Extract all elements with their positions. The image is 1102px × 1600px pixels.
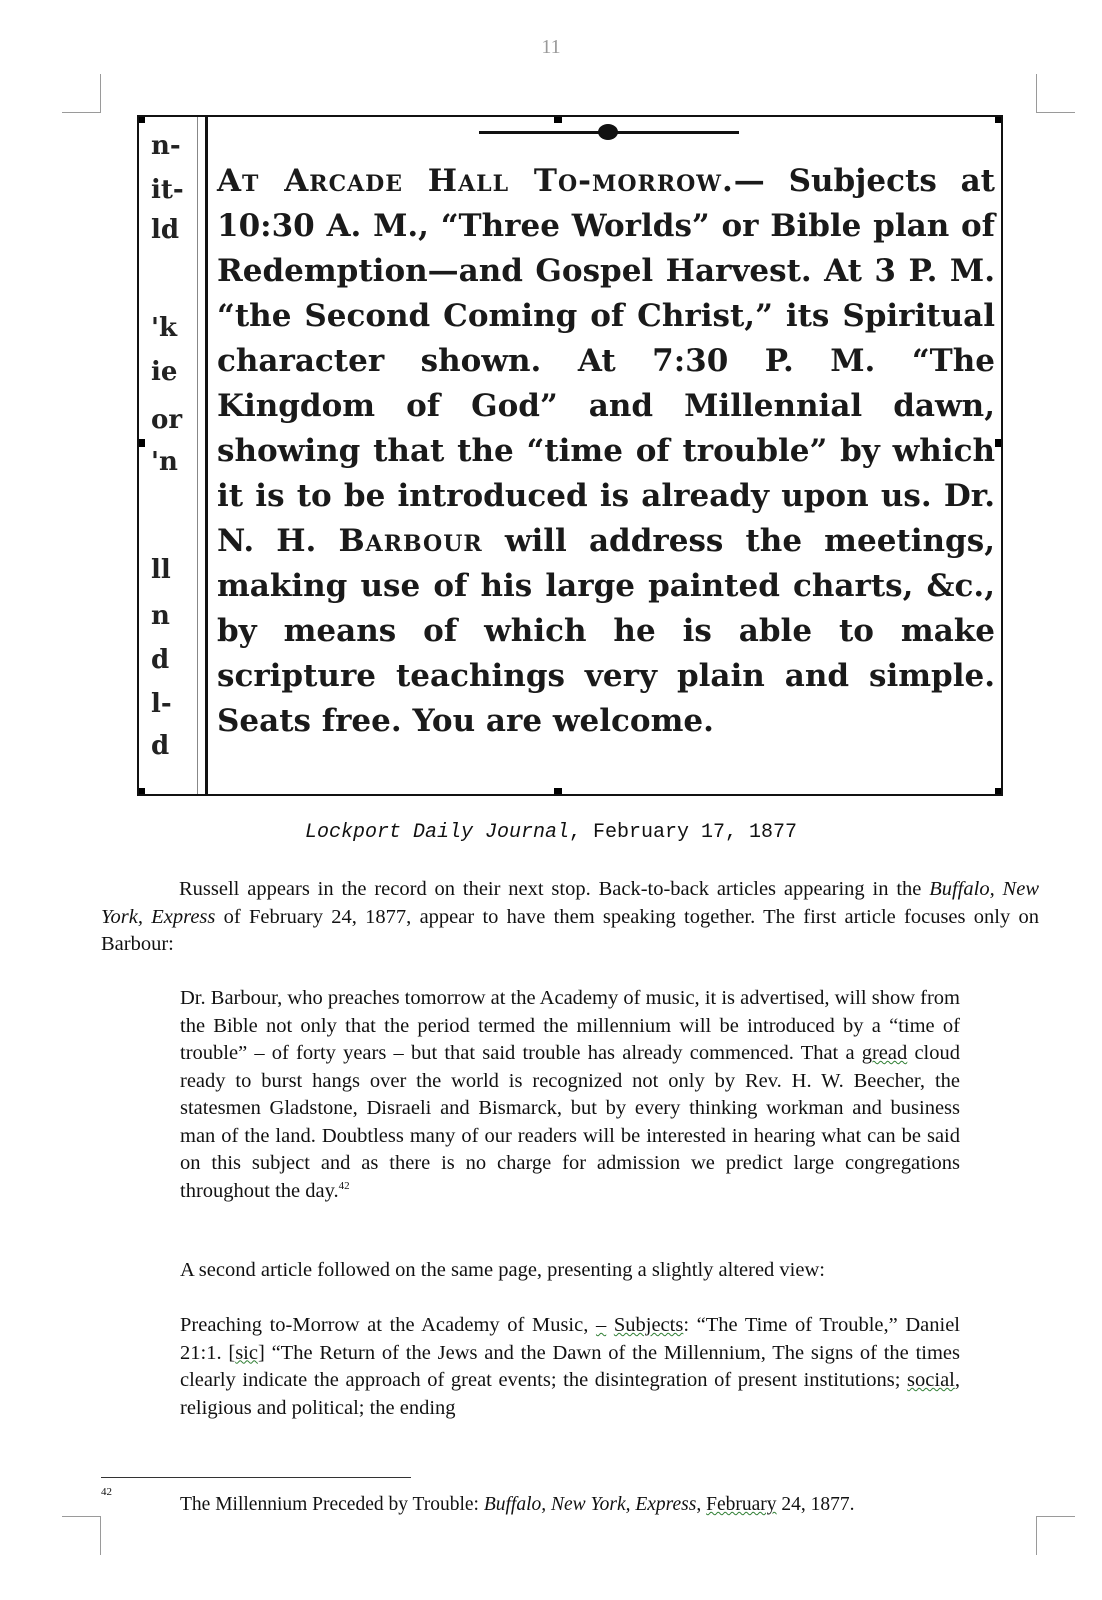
margin-fragment: or bbox=[151, 405, 183, 435]
clipping-body: — Subjects at 10:30 A. M., “Three Worlds” or Bible plan of Redemption—and Gospel Harvest. At 3 P. M. “the Second Coming of Christ,” its Spiritual character shown. At 7:30 P. M. “The Kingdom of God” and Millennial dawn, showing that the “time of trouble” by which it is to be introduced is already upon us. bbox=[217, 163, 995, 514]
margin-fragment: 'n bbox=[151, 447, 178, 477]
footnote-separator bbox=[101, 1477, 411, 1478]
publication-title: Buffalo, New York, Express bbox=[483, 1494, 697, 1515]
ornamental-dot bbox=[598, 124, 618, 140]
spelling-flag[interactable]: – bbox=[595, 1314, 607, 1336]
column-rule bbox=[205, 117, 208, 794]
caption-date: , February 17, 1877 bbox=[569, 821, 798, 844]
resize-handle[interactable] bbox=[137, 115, 145, 123]
caption-source: Lockport Daily Journal bbox=[304, 821, 569, 844]
spelling-flag[interactable]: social bbox=[907, 1369, 955, 1391]
resize-handle[interactable] bbox=[137, 788, 145, 796]
clipping-speaker-title: Dr. N. H. bbox=[217, 478, 996, 559]
publication-title: Buffalo, New York, Express bbox=[101, 878, 1039, 928]
margin-fragment: 'k bbox=[151, 313, 177, 343]
page-number: 11 bbox=[541, 36, 561, 58]
footnote-text bbox=[180, 1491, 1040, 1519]
margin-fragment: n bbox=[151, 601, 170, 631]
footnote-number: 42 bbox=[101, 1486, 112, 1498]
spelling-flag[interactable]: sic bbox=[235, 1341, 258, 1364]
newspaper-clipping-image[interactable] bbox=[137, 115, 1003, 796]
footnote-text: 24, 1877. bbox=[776, 1494, 855, 1515]
block-quote bbox=[180, 985, 960, 1205]
crop-mark-top-right bbox=[1036, 74, 1075, 113]
resize-handle[interactable] bbox=[995, 788, 1003, 796]
margin-fragment: d bbox=[151, 731, 170, 761]
quote-text: Preaching to-Morrow at the Academy of Music, bbox=[180, 1314, 596, 1336]
quote-text: cloud ready to burst hangs over the world is recognized not only by Rev. H. W. Beecher, the statesmen Gladstone, Disraeli and Bismarck, but by every thinking workman and business man of the land. Doubtless many of our readers will be interested in hearing what can be said on this subject and as there is no charge for admission we predict large congregations throughout the day. bbox=[180, 1042, 960, 1202]
footnote-text: , bbox=[696, 1494, 707, 1515]
resize-handle[interactable] bbox=[554, 788, 562, 796]
spelling-flag[interactable]: February bbox=[706, 1494, 777, 1515]
margin-fragment: n- bbox=[151, 131, 181, 161]
resize-handle[interactable] bbox=[137, 439, 145, 447]
block-quote bbox=[180, 1312, 960, 1422]
quote-text: ] “The Return of the Jews and the Dawn of the Millennium, The signs of the times clearly indicate the approach of great events; the disintegration of present institutions; bbox=[180, 1341, 960, 1391]
margin-fragment: ie bbox=[151, 357, 178, 387]
margin-fragment: ll bbox=[151, 555, 171, 585]
resize-handle[interactable] bbox=[995, 115, 1003, 123]
crop-mark-top-left bbox=[62, 74, 101, 113]
paragraph-text: Russell appears in the record on their next stop. Back-to-back articles appearing in the bbox=[179, 878, 930, 900]
margin-fragment: d bbox=[151, 645, 170, 675]
figure-caption bbox=[0, 821, 1102, 844]
resize-handle[interactable] bbox=[554, 115, 562, 123]
crop-mark-bottom-right bbox=[1036, 1516, 1075, 1555]
quote-text: : “The Time of Trouble,” Daniel 21:1. [ bbox=[180, 1314, 960, 1364]
paragraph-text: of February 24, 1877, appear to have them speaking together. The first article focuses only on Barbour: bbox=[101, 905, 1039, 955]
footnote-reference[interactable]: 42 bbox=[338, 1179, 350, 1192]
margin-fragment: it- bbox=[151, 175, 184, 205]
margin-fragment: l- bbox=[151, 689, 172, 719]
clipping-body: will address the meetings, making use of his large painted charts, &c., by means of which he is able to make scripture teachings very plain and simple. Seats free. You are welcome. bbox=[217, 523, 995, 739]
clipping-speaker-name: Barbour bbox=[338, 523, 483, 559]
clipping-heading: At Arcade Hall To-morrow. bbox=[217, 163, 734, 199]
resize-handle[interactable] bbox=[995, 439, 1003, 447]
clipping-article bbox=[217, 159, 995, 744]
margin-fragment: ld bbox=[151, 215, 180, 245]
column-rule bbox=[197, 117, 198, 794]
quote-text bbox=[606, 1314, 614, 1336]
quote-text: Dr. Barbour, who preaches tomorrow at the Academy of music, it is advertised, will show from the Bible not only that the period termed the millennium will be introduced by a “time of trouble” – of forty years – but that said trouble has already commenced. That a bbox=[180, 987, 960, 1064]
footnote-title: The Millennium Preceded by Trouble: bbox=[180, 1494, 484, 1515]
spelling-flag[interactable]: Subjects bbox=[613, 1314, 684, 1336]
spelling-flag[interactable]: gread bbox=[861, 1042, 908, 1064]
body-paragraph: A second article followed on the same page, presenting a slightly altered view: bbox=[180, 1259, 825, 1281]
quote-text: , religious and political; the ending bbox=[180, 1369, 960, 1419]
crop-mark-bottom-left bbox=[62, 1516, 101, 1555]
body-paragraph bbox=[101, 876, 1039, 959]
